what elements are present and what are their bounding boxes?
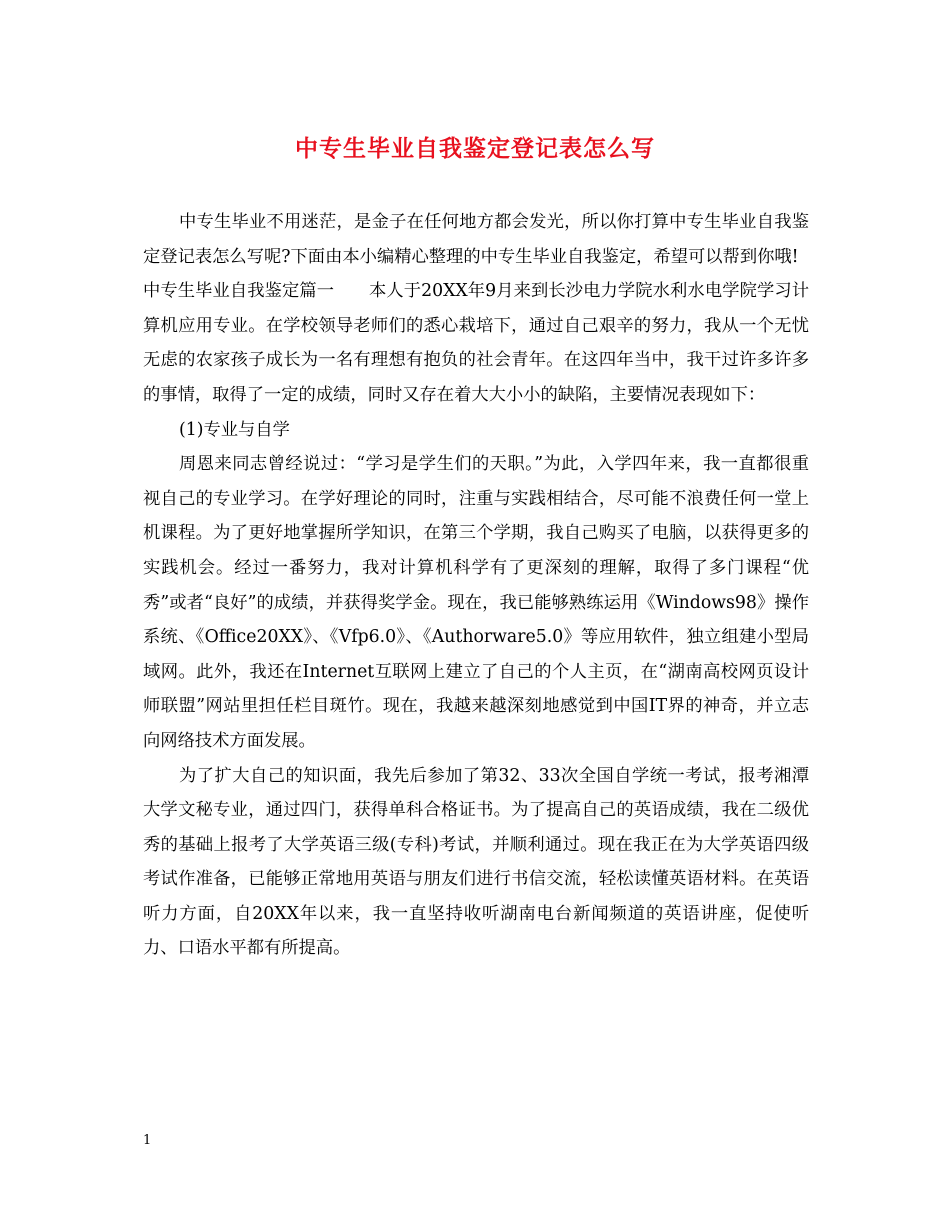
english-paragraph: 为了扩大自己的知识面，我先后参加了第32、33次全国自学统一考试，报考湘潭大学文秘专业，通过四门，获得单科合格证书。为了提高自己的英语成绩，我在二级优秀的基础上报考了大学英语三级(专科)考试，并顺利通过。现在我正在为大学英语四级考试作准备，已能够正常地用英语与朋友们进行书信交流，轻松读懂英语材料。在英语听力方面，自20XX年以来，我一直坚持收听湖南电台新闻频道的英语讲座，促使听力、口语水平都有所提高。 bbox=[143, 765, 809, 959]
document-body bbox=[143, 205, 809, 966]
study-paragraph: 周恩来同志曾经说过：“学习是学生们的天职。”为此，入学四年来，我一直都很重视自己的专业学习。在学好理论的同时，注重与实践相结合，尽可能不浪费任何一堂上机课程。为了更好地掌握所学知识，在第三个学期，我自己购买了电脑，以获得更多的实践机会。经过一番努力，我对计算机科学有了更深刻的理解，取得了多门课程“优秀”或者“良好”的成绩，并获得奖学金。现在，我已能够熟练运用《Windows98》操作系统、《Office20XX》、《Vfp6.0》、《Authorware5.0》等应用软件，独立组建小型局域网。此外，我还在Internet互联网上建立了自己的个人主页，在“湖南高校网页设计师联盟”网站里担任栏目斑竹。现在，我越来越深刻地感觉到中国IT界的神奇，并立志向网络技术方面发展。 bbox=[143, 454, 809, 751]
subheading-major-self-study: (1)专业与自学 bbox=[179, 419, 290, 440]
section-one-paragraph: 中专生毕业自我鉴定篇一 本人于20XX年9月来到长沙电力学院水利水电学院学习计算机应用专业。在学校领导老师们的悉心栽培下，通过自己艰辛的努力，我从一个无忧无虑的农家孩子成长为一名有理想有抱负的社会青年。在这四年当中，我干过许多许多的事情，取得了一定的成绩，同时又存在着大大小小的缺陷，主要情况表现如下： bbox=[143, 281, 809, 405]
intro-paragraph: 中专生毕业不用迷茫，是金子在任何地方都会发光，所以你打算中专生毕业自我鉴定登记表怎么写呢?下面由本小编精心整理的中专生毕业自我鉴定，希望可以帮到你哦! bbox=[143, 212, 809, 267]
page-number: 1 bbox=[143, 1133, 152, 1148]
document-title: 中专生毕业自我鉴定登记表怎么写 bbox=[295, 135, 655, 162]
